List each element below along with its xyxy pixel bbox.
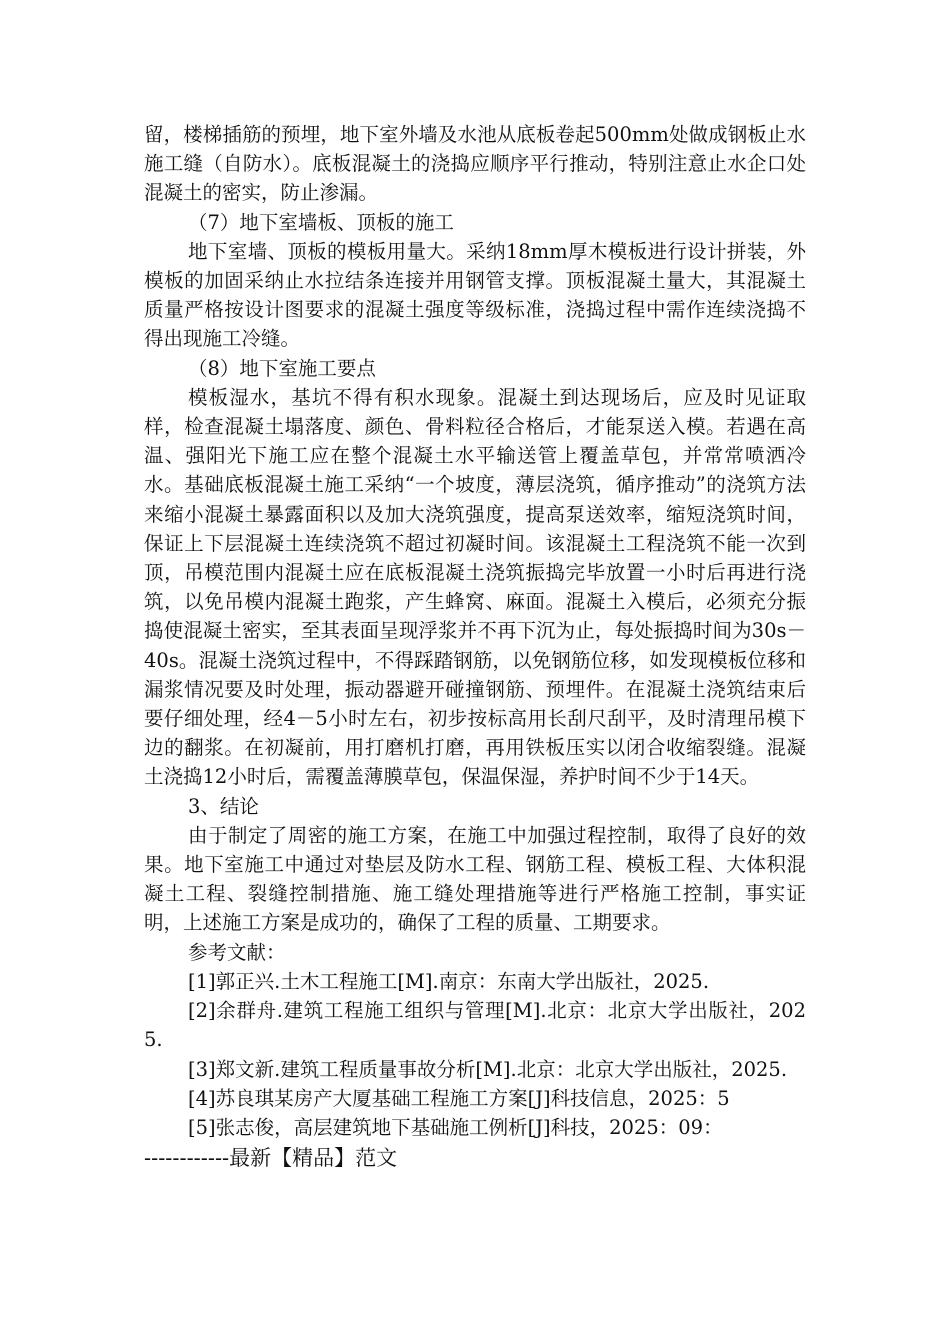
reference-item: [1]郭正兴.土木工程施工[M].南京：东南大学出版社，2025. [188,969,710,993]
references-title: 参考文献： [188,940,286,964]
heading-conclusion: 3、结论 [188,794,259,818]
document-body [144,120,806,1142]
reference-item: [4]苏良琪某房产大厦基础工程施工方案[J]科技信息，2025：5 [188,1086,730,1110]
paragraph-wall-roof-construction: 地下室墙、顶板的模板用量大。采纳18mm厚木模板进行设计拼装，外模板的加固采纳止水拉结条连接并用钢管支撑。顶板混凝土量大，其混凝土质量严格按设计图要求的混凝土强度等级标准，浇捣过程中需作连续浇捣不得出现施工冷缝。 [144,239,806,351]
page-footer: ------------最新【精品】范文 [144,1146,398,1170]
heading-basement-key-points: （8）地下室施工要点 [188,356,376,380]
paragraph-conclusion: 由于制定了周密的施工方案，在施工中加强过程控制，取得了良好的效果。地下室施工中通过对垫层及防水工程、钢筋工程、模板工程、大体积混凝土工程、裂缝控制措施、施工缝处理措施等进行严格施工控制，事实证明，上述施工方案是成功的，确保了工程的质量、工期要求。 [144,823,806,935]
reference-item: [2]余群舟.建筑工程施工组织与管理[M].北京：北京大学出版社，2025. [144,999,806,1052]
reference-item: [5]张志俊，高层建筑地下基础施工例析[J]科技，2025：09： [188,1115,723,1139]
reference-item: [3]郑文新.建筑工程质量事故分析[M].北京：北京大学出版社，2025. [188,1057,788,1081]
heading-wall-roof-construction: （7）地下室墙板、顶板的施工 [188,210,454,234]
paragraph-basement-key-points: 模板湿水，基坑不得有积水现象。混凝土到达现场后，应及时见证取样，检查混凝土塌落度、颜色、骨料粒径合格后，才能泵送入模。若遇在高温、强阳光下施工应在整个混凝土水平输送管上覆盖草包，并常常喷洒冷水。基础底板混凝土施工采纳“一个坡度，薄层浇筑，循序推动”的浇筑方法来缩小混凝土暴露面积以及加大浇筑强度，提高泵送效率，缩短浇筑时间，保证上下层混凝土连续浇筑不超过初凝时间。该混凝土工程浇筑不能一次到顶，吊模范围内混凝土应在底板混凝土浇筑振捣完毕放置一小时后再进行浇筑，以免吊模内混凝土跑浆，产生蜂窝、麻面。混凝土入模后，必须充分振捣使混凝土密实，至其表面呈现浮浆并不再下沉为止，每处振捣时间为30s－40s。混凝土浇筑过程中，不得踩踏钢筋，以免钢筋位移，如发现模板位移和漏浆情况要及时处理，振动器避开碰撞钢筋、预埋件。在混凝土浇筑结束后要仔细处理，经4－5小时左右，初步按标高用长刮尺刮平，及时清理吊模下边的翻浆。在初凝前，用打磨机打磨，再用铁板压实以闭合收缩裂缝。混凝土浇捣12小时后，需覆盖薄膜草包，保温保湿，养护时间不少于14天。 [144,385,806,789]
paragraph-foundation-slab: 留，楼梯插筋的预埋，地下室外墙及水池从底板卷起500mm处做成钢板止水施工缝（自防水）。底板混凝土的浇捣应顺序平行推动，特别注意止水企口处混凝土的密实，防止渗漏。 [144,123,806,205]
